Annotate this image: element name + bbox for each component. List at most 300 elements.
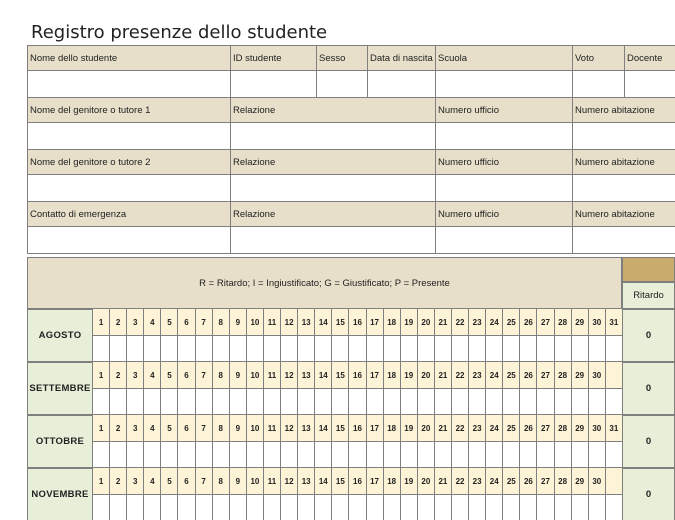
attendance-entry[interactable] — [537, 442, 553, 467]
attendance-entry[interactable] — [247, 389, 263, 414]
day-cell[interactable] — [384, 362, 401, 415]
day-cell[interactable] — [298, 415, 315, 468]
day-cell[interactable] — [349, 309, 366, 362]
attendance-entry[interactable] — [537, 336, 553, 361]
attendance-entry[interactable] — [452, 442, 468, 467]
day-cell[interactable] — [418, 415, 435, 468]
day-cell[interactable] — [537, 468, 554, 520]
attendance-entry[interactable] — [401, 389, 417, 414]
attendance-entry[interactable] — [315, 442, 331, 467]
attendance-entry[interactable] — [213, 442, 229, 467]
day-cell[interactable] — [555, 468, 572, 520]
day-number: 12 — [281, 309, 297, 336]
attendance-entry[interactable] — [520, 495, 536, 520]
month-row-agosto — [27, 309, 675, 362]
day-cell[interactable] — [196, 309, 213, 362]
day-cell[interactable] — [435, 468, 452, 520]
attendance-entry[interactable] — [469, 389, 485, 414]
attendance-entry[interactable] — [144, 495, 160, 520]
attendance-entry[interactable] — [127, 389, 143, 414]
day-cell[interactable] — [452, 415, 469, 468]
day-cell[interactable] — [110, 362, 127, 415]
day-cell[interactable] — [178, 362, 195, 415]
attendance-entry[interactable] — [503, 495, 519, 520]
attendance-entry[interactable] — [367, 336, 383, 361]
day-cell[interactable] — [315, 362, 332, 415]
day-cell[interactable] — [315, 468, 332, 520]
day-number: 9 — [230, 362, 246, 389]
day-cell[interactable] — [213, 468, 230, 520]
day-cell[interactable] — [401, 309, 418, 362]
attendance-entry[interactable] — [418, 389, 434, 414]
attendance-entry[interactable] — [93, 336, 109, 361]
day-cell[interactable] — [298, 309, 315, 362]
day-cell[interactable] — [332, 362, 349, 415]
attendance-entry[interactable] — [315, 495, 331, 520]
month-row-novembre — [27, 468, 675, 520]
day-cell[interactable] — [110, 309, 127, 362]
attendance-entry[interactable] — [110, 389, 126, 414]
day-cell[interactable] — [452, 309, 469, 362]
attendance-entry[interactable] — [230, 336, 246, 361]
attendance-entry[interactable] — [384, 442, 400, 467]
day-cell[interactable] — [127, 468, 144, 520]
attendance-entry[interactable] — [264, 495, 280, 520]
day-cell[interactable] — [537, 362, 554, 415]
day-cell[interactable] — [503, 468, 520, 520]
day-cell[interactable] — [264, 468, 281, 520]
day-cell[interactable] — [367, 309, 384, 362]
day-cell[interactable] — [503, 415, 520, 468]
day-cell[interactable] — [298, 362, 315, 415]
attendance-entry[interactable] — [230, 389, 246, 414]
attendance-entry[interactable] — [298, 495, 314, 520]
day-cell[interactable] — [230, 415, 247, 468]
attendance-entry[interactable] — [572, 442, 588, 467]
attendance-entry[interactable] — [367, 389, 383, 414]
attendance-entry[interactable] — [486, 389, 502, 414]
attendance-entry[interactable] — [332, 442, 348, 467]
day-cell[interactable] — [367, 468, 384, 520]
attendance-entry[interactable] — [401, 495, 417, 520]
attendance-entry[interactable] — [606, 336, 622, 361]
day-number: 17 — [367, 415, 383, 442]
attendance-entry[interactable] — [281, 389, 297, 414]
day-cell[interactable] — [503, 309, 520, 362]
day-cell[interactable] — [452, 362, 469, 415]
day-cell[interactable] — [144, 468, 161, 520]
attendance-entry[interactable] — [435, 336, 451, 361]
day-cell[interactable] — [384, 309, 401, 362]
day-cell[interactable] — [178, 415, 195, 468]
day-cell[interactable] — [349, 468, 366, 520]
emergency-relation-field[interactable] — [231, 227, 436, 254]
guardian1-name-field[interactable] — [28, 123, 231, 150]
guardian2-office-field[interactable] — [436, 175, 573, 202]
attendance-entry[interactable] — [247, 442, 263, 467]
attendance-entry[interactable] — [401, 442, 417, 467]
day-number: 27 — [537, 468, 553, 495]
attendance-entry[interactable] — [332, 495, 348, 520]
guardian1-office-field[interactable] — [436, 123, 573, 150]
day-cell[interactable] — [435, 415, 452, 468]
attendance-entry[interactable] — [384, 389, 400, 414]
day-cell[interactable] — [110, 468, 127, 520]
attendance-entry[interactable] — [230, 442, 246, 467]
attendance-entry[interactable] — [401, 336, 417, 361]
attendance-entry[interactable] — [315, 336, 331, 361]
day-cell[interactable] — [503, 362, 520, 415]
day-number: 30 — [589, 415, 605, 442]
attendance-entry[interactable] — [178, 495, 194, 520]
attendance-entry[interactable] — [367, 495, 383, 520]
attendance-entry[interactable] — [349, 336, 365, 361]
day-cell[interactable] — [332, 415, 349, 468]
day-cell[interactable] — [572, 415, 589, 468]
day-cell[interactable] — [247, 468, 264, 520]
attendance-entry[interactable] — [486, 442, 502, 467]
day-cell[interactable] — [161, 309, 178, 362]
attendance-entry[interactable] — [503, 442, 519, 467]
attendance-entry[interactable] — [349, 389, 365, 414]
day-number: 8 — [213, 309, 229, 336]
day-cell[interactable] — [230, 362, 247, 415]
attendance-entry[interactable] — [555, 442, 571, 467]
day-cell[interactable] — [264, 415, 281, 468]
attendance-entry[interactable] — [572, 389, 588, 414]
attendance-entry[interactable] — [127, 336, 143, 361]
day-number: 1 — [93, 415, 109, 442]
attendance-entry[interactable] — [572, 495, 588, 520]
day-number: 25 — [503, 468, 519, 495]
attendance-entry[interactable] — [247, 336, 263, 361]
day-cell[interactable] — [435, 309, 452, 362]
day-cell[interactable] — [401, 415, 418, 468]
attendance-entry[interactable] — [418, 495, 434, 520]
student-id-field[interactable] — [231, 71, 317, 98]
school-label: Scuola — [436, 46, 573, 71]
day-cell[interactable] — [435, 362, 452, 415]
day-cell[interactable] — [93, 415, 110, 468]
day-cell[interactable] — [298, 468, 315, 520]
attendance-entry[interactable] — [589, 495, 605, 520]
day-number: 4 — [144, 309, 160, 336]
day-cell[interactable] — [264, 309, 281, 362]
attendance-entry[interactable] — [213, 495, 229, 520]
day-cell[interactable] — [110, 415, 127, 468]
guardian2-home-label: Numero abitazione — [573, 150, 675, 175]
attendance-entry[interactable] — [486, 495, 502, 520]
attendance-entry[interactable] — [606, 442, 622, 467]
attendance-entry[interactable] — [384, 336, 400, 361]
day-cell[interactable] — [572, 468, 589, 520]
guardian1-name-label: Nome del genitore o tutore 1 — [28, 98, 231, 123]
day-cell[interactable] — [349, 362, 366, 415]
attendance-entry[interactable] — [418, 442, 434, 467]
day-cell[interactable] — [384, 415, 401, 468]
day-cell[interactable] — [93, 362, 110, 415]
day-cell[interactable] — [144, 309, 161, 362]
guardian1-home-field[interactable] — [573, 123, 675, 150]
day-cell[interactable] — [315, 415, 332, 468]
emergency-contact-field[interactable] — [28, 227, 231, 254]
day-cell[interactable] — [213, 309, 230, 362]
guardian2-name-field[interactable] — [28, 175, 231, 202]
student-name-field[interactable] — [28, 71, 231, 98]
day-cell[interactable] — [401, 468, 418, 520]
guardian1-relation-field[interactable] — [231, 123, 436, 150]
day-cell[interactable] — [469, 415, 486, 468]
attendance-entry[interactable] — [315, 389, 331, 414]
day-cell[interactable] — [520, 309, 537, 362]
day-cell[interactable] — [555, 309, 572, 362]
day-cell[interactable] — [572, 309, 589, 362]
day-cell[interactable] — [264, 362, 281, 415]
day-cell[interactable] — [144, 362, 161, 415]
attendance-entry[interactable] — [144, 442, 160, 467]
day-cell[interactable] — [520, 468, 537, 520]
attendance-entry[interactable] — [93, 389, 109, 414]
day-number: 23 — [469, 468, 485, 495]
day-number: 24 — [486, 362, 502, 389]
attendance-entry[interactable] — [144, 336, 160, 361]
day-cell[interactable] — [178, 468, 195, 520]
attendance-entry[interactable] — [537, 495, 553, 520]
day-number: 22 — [452, 468, 468, 495]
attendance-entry[interactable] — [93, 442, 109, 467]
day-cell[interactable] — [401, 362, 418, 415]
emergency-office-field[interactable] — [436, 227, 573, 254]
guardian2-home-field[interactable] — [573, 175, 675, 202]
attendance-entry[interactable] — [555, 495, 571, 520]
day-number: 11 — [264, 362, 280, 389]
attendance-entry[interactable] — [349, 495, 365, 520]
day-number: 16 — [349, 468, 365, 495]
day-cell[interactable] — [367, 362, 384, 415]
day-cell[interactable] — [555, 362, 572, 415]
day-number: 18 — [384, 468, 400, 495]
page-title: Registro presenze dello studente — [31, 22, 328, 43]
day-number: 31 — [606, 415, 622, 442]
day-number: 26 — [520, 362, 536, 389]
attendance-entry[interactable] — [332, 336, 348, 361]
day-cell[interactable] — [281, 309, 298, 362]
day-number: 23 — [469, 362, 485, 389]
day-number: 26 — [520, 468, 536, 495]
attendance-entry[interactable] — [281, 495, 297, 520]
attendance-entry[interactable] — [161, 442, 177, 467]
attendance-entry[interactable] — [469, 336, 485, 361]
attendance-entry[interactable] — [384, 495, 400, 520]
attendance-entry[interactable] — [178, 336, 194, 361]
day-cell[interactable] — [469, 309, 486, 362]
attendance-entry[interactable] — [127, 442, 143, 467]
day-cell[interactable] — [161, 468, 178, 520]
attendance-entry[interactable] — [452, 389, 468, 414]
day-cell[interactable] — [332, 468, 349, 520]
day-cell[interactable] — [230, 309, 247, 362]
attendance-entry[interactable] — [469, 442, 485, 467]
teacher-field[interactable] — [625, 71, 675, 98]
day-cell[interactable] — [196, 362, 213, 415]
attendance-entry[interactable] — [435, 495, 451, 520]
day-cell[interactable] — [281, 415, 298, 468]
attendance-entry[interactable] — [213, 336, 229, 361]
day-cell[interactable] — [486, 468, 503, 520]
day-cell[interactable] — [281, 468, 298, 520]
attendance-entry[interactable] — [298, 442, 314, 467]
day-cell[interactable] — [537, 415, 554, 468]
day-cell[interactable] — [367, 415, 384, 468]
attendance-entry[interactable] — [281, 336, 297, 361]
day-cell[interactable] — [349, 415, 366, 468]
attendance-entry[interactable] — [264, 336, 280, 361]
day-number: 13 — [298, 415, 314, 442]
attendance-entry[interactable] — [469, 495, 485, 520]
attendance-entry[interactable] — [213, 389, 229, 414]
emergency-home-field[interactable] — [573, 227, 675, 254]
day-cell[interactable] — [247, 362, 264, 415]
attendance-entry[interactable] — [367, 442, 383, 467]
day-cell[interactable] — [127, 309, 144, 362]
day-cell[interactable] — [418, 309, 435, 362]
day-cell[interactable] — [93, 309, 110, 362]
day-cell[interactable] — [486, 309, 503, 362]
grade-field[interactable] — [573, 71, 625, 98]
day-cell[interactable] — [93, 468, 110, 520]
attendance-entry[interactable] — [537, 389, 553, 414]
attendance-entry[interactable] — [281, 442, 297, 467]
attendance-entry[interactable] — [418, 336, 434, 361]
attendance-entry[interactable] — [435, 389, 451, 414]
attendance-entry[interactable] — [486, 336, 502, 361]
day-cell[interactable] — [555, 415, 572, 468]
day-cell-empty — [606, 468, 623, 520]
attendance-entry[interactable] — [161, 389, 177, 414]
day-cell[interactable] — [332, 309, 349, 362]
attendance-entry[interactable] — [144, 389, 160, 414]
attendance-entry[interactable] — [93, 495, 109, 520]
day-cell[interactable] — [520, 362, 537, 415]
attendance-entry[interactable] — [196, 336, 212, 361]
gender-field[interactable] — [317, 71, 368, 98]
day-cell[interactable] — [127, 415, 144, 468]
day-cell[interactable] — [520, 415, 537, 468]
attendance-entry[interactable] — [589, 336, 605, 361]
day-cell[interactable] — [161, 415, 178, 468]
attendance-entry[interactable] — [349, 442, 365, 467]
day-number: 30 — [589, 309, 605, 336]
day-cell[interactable] — [196, 468, 213, 520]
day-number: 18 — [384, 362, 400, 389]
attendance-entry[interactable] — [264, 442, 280, 467]
birthdate-field[interactable] — [368, 71, 436, 98]
attendance-entry[interactable] — [589, 389, 605, 414]
attendance-entry[interactable] — [520, 389, 536, 414]
day-cell[interactable] — [384, 468, 401, 520]
day-cell[interactable] — [127, 362, 144, 415]
attendance-entry[interactable] — [161, 336, 177, 361]
attendance-entry[interactable] — [520, 442, 536, 467]
day-cell[interactable] — [589, 362, 606, 415]
day-cell[interactable] — [589, 415, 606, 468]
attendance-entry[interactable] — [520, 336, 536, 361]
day-cell[interactable] — [469, 362, 486, 415]
day-cell[interactable] — [230, 468, 247, 520]
attendance-entry[interactable] — [196, 495, 212, 520]
student-name-label: Nome dello studente — [28, 46, 231, 71]
attendance-entry[interactable] — [110, 442, 126, 467]
day-cell[interactable] — [247, 309, 264, 362]
attendance-entry[interactable] — [247, 495, 263, 520]
day-cell[interactable] — [213, 415, 230, 468]
attendance-entry[interactable] — [178, 442, 194, 467]
attendance-entry[interactable] — [503, 336, 519, 361]
attendance-entry[interactable] — [230, 495, 246, 520]
attendance-entry[interactable] — [503, 389, 519, 414]
day-cell[interactable] — [486, 362, 503, 415]
day-cell[interactable] — [572, 362, 589, 415]
day-cell[interactable] — [606, 415, 623, 468]
attendance-entry[interactable] — [178, 389, 194, 414]
attendance-entry[interactable] — [555, 336, 571, 361]
day-cell[interactable] — [418, 362, 435, 415]
attendance-entry[interactable] — [452, 495, 468, 520]
day-number: 20 — [418, 309, 434, 336]
day-cell[interactable] — [161, 362, 178, 415]
attendance-entry[interactable] — [264, 389, 280, 414]
attendance-entry[interactable] — [435, 442, 451, 467]
attendance-entry[interactable] — [127, 495, 143, 520]
guardian2-relation-field[interactable] — [231, 175, 436, 202]
attendance-entry[interactable] — [298, 336, 314, 361]
attendance-entry[interactable] — [110, 495, 126, 520]
attendance-entry[interactable] — [555, 389, 571, 414]
day-cell[interactable] — [213, 362, 230, 415]
day-cell[interactable] — [537, 309, 554, 362]
attendance-entry[interactable] — [110, 336, 126, 361]
day-number: 14 — [315, 468, 331, 495]
attendance-entry[interactable] — [196, 389, 212, 414]
attendance-entry[interactable] — [332, 389, 348, 414]
day-cell[interactable] — [247, 415, 264, 468]
day-cell[interactable] — [281, 362, 298, 415]
attendance-entry[interactable] — [196, 442, 212, 467]
day-cell[interactable] — [196, 415, 213, 468]
day-cell[interactable] — [452, 468, 469, 520]
attendance-entry[interactable] — [161, 495, 177, 520]
day-cell[interactable] — [418, 468, 435, 520]
day-cell[interactable] — [315, 309, 332, 362]
day-cell[interactable] — [144, 415, 161, 468]
day-number: 16 — [349, 362, 365, 389]
day-number: 12 — [281, 362, 297, 389]
attendance-entry[interactable] — [452, 336, 468, 361]
day-cell[interactable] — [469, 468, 486, 520]
day-cell[interactable] — [589, 309, 606, 362]
day-cell[interactable] — [486, 415, 503, 468]
day-cell[interactable] — [178, 309, 195, 362]
attendance-entry[interactable] — [298, 389, 314, 414]
school-field[interactable] — [436, 71, 573, 98]
guardian1-relation-label: Relazione — [231, 98, 436, 123]
day-cell[interactable] — [589, 468, 606, 520]
attendance-entry[interactable] — [572, 336, 588, 361]
attendance-entry — [606, 495, 622, 520]
day-cell[interactable] — [606, 309, 623, 362]
day-number: 11 — [264, 468, 280, 495]
attendance-entry[interactable] — [589, 442, 605, 467]
